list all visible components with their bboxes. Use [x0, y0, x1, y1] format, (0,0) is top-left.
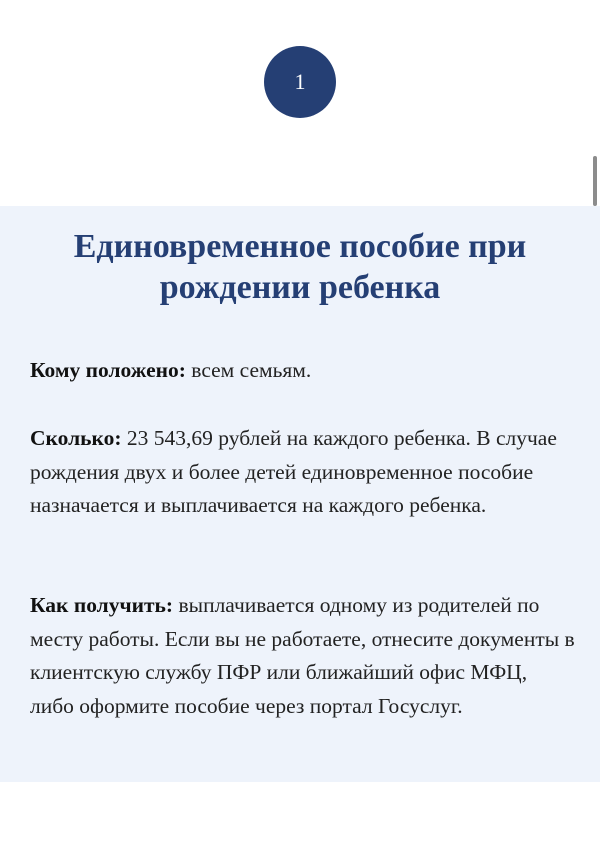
eligibility-label: Кому положено:: [30, 358, 186, 382]
how-to-get-label: Как получить:: [30, 593, 174, 617]
card-title: Единовременное пособие при рождении ребенка: [73, 228, 527, 306]
step-number-badge: [264, 46, 336, 118]
amount-label: Сколько:: [30, 426, 122, 450]
scrollbar-thumb[interactable]: [593, 156, 597, 206]
step-number: 1: [294, 69, 306, 94]
amount-paragraph: [30, 422, 575, 523]
eligibility-paragraph: [30, 354, 575, 388]
how-to-get-paragraph: [30, 589, 575, 723]
eligibility-text: всем семьям.: [185, 358, 312, 382]
how-to-get-text: выплачивается одному из родителей по месту работы. Если вы не работаете, отнесите документы в клиентскую службу ПФР или ближайший офис МФЦ, либо оформите пособие через портал Госуслуг.: [30, 593, 575, 718]
amount-text: 23 543,69 рублей на каждого ребенка. В случае рождения двух и более детей единовременное пособие назначается и выплачивается на каждого ребенка.: [30, 426, 557, 517]
benefit-card: [0, 206, 600, 782]
